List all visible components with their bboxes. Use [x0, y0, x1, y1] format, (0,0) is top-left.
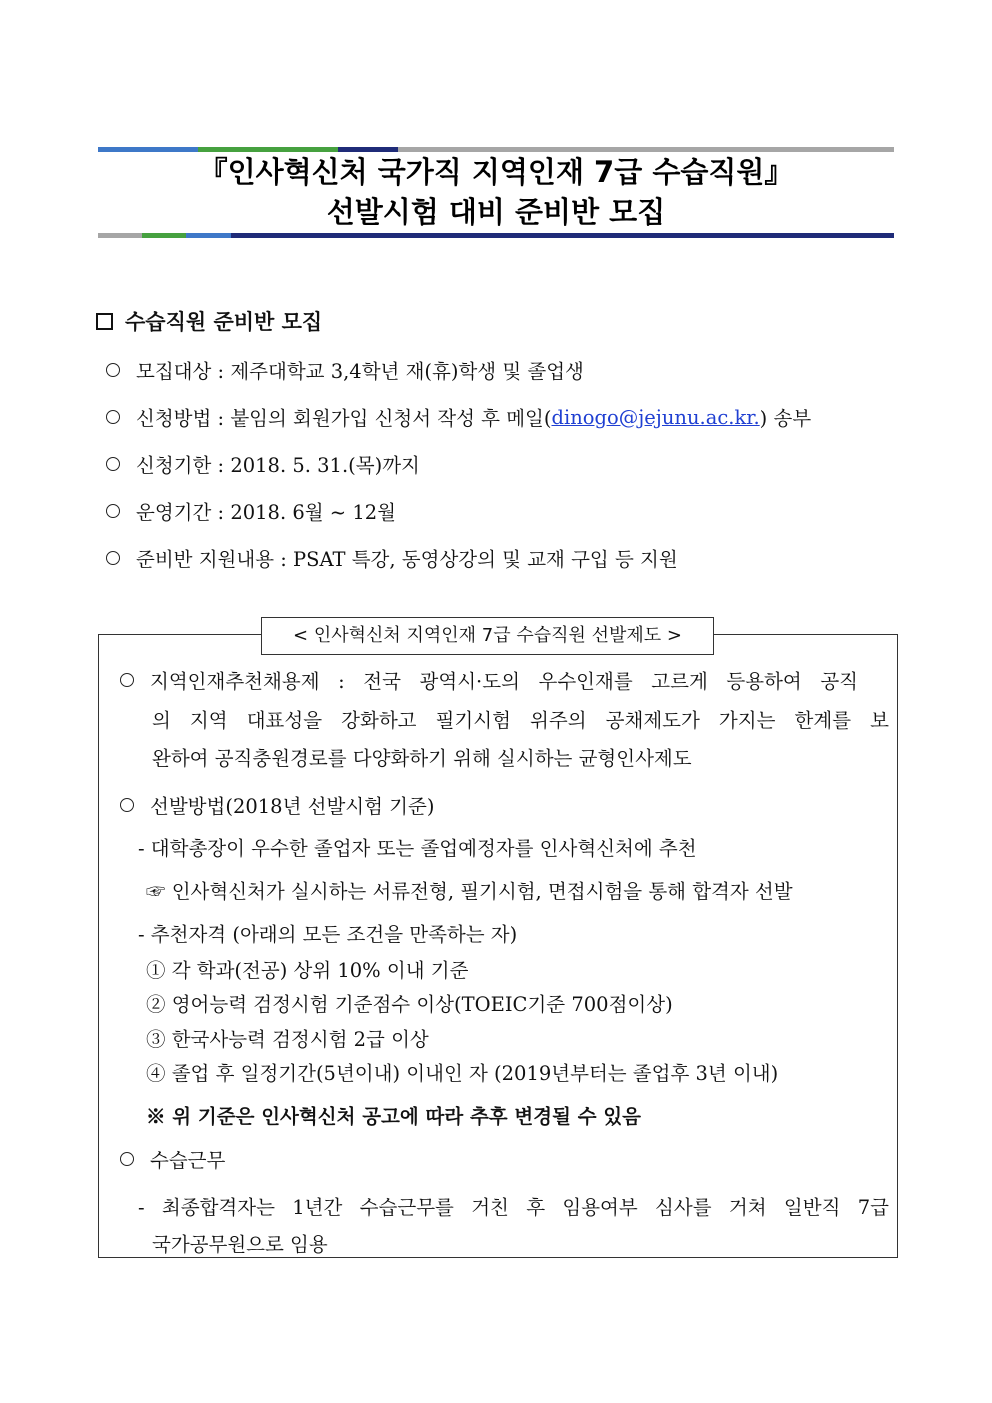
circle-bullet-icon — [106, 504, 120, 518]
box-p1-line2: 의 지역 대표성을 강화하고 필기시험 위주의 공채제도가 가지는 한계를 보 — [152, 709, 889, 732]
item-period-text: 운영기간 : 2018. 6월 ~ 12월 — [136, 501, 396, 524]
box-p1-line1: 지역인재추천채용제 : 전국 광역시·도의 우수인재를 고르게 등용하여 공직 — [150, 670, 858, 693]
circle-bullet-icon — [120, 673, 134, 687]
box-p2-dash1: - 대학총장이 우수한 졸업자 또는 졸업예정자를 인사혁신처에 추천 — [138, 837, 697, 860]
box-p3-head-text: 수습근무 — [150, 1149, 226, 1172]
list-item-support — [106, 544, 678, 572]
box-p3-line2: 국가공무원으로 임용 — [152, 1233, 328, 1256]
item-support-text: 준비반 지원내용 : PSAT 특강, 동영상강의 및 교재 구입 등 지원 — [136, 548, 678, 571]
page-title — [98, 152, 894, 232]
box-paragraph-2-head — [120, 791, 434, 819]
list-item-method — [106, 403, 811, 431]
condition-1: ① 각 학과(전공) 상위 10% 이내 기준 — [146, 959, 469, 982]
box-p3-line1: - 최종합격자는 1년간 수습근무를 거친 후 임용여부 심사를 거쳐 일반직 7급 — [138, 1196, 889, 1219]
box-p2-dash2: - 추천자격 (아래의 모든 조건을 만족하는 자) — [138, 923, 518, 946]
box-p1-line3: 완하여 공직충원경로를 다양화하기 위해 실시하는 균형인사제도 — [152, 747, 692, 770]
box-paragraph-3-head — [120, 1145, 225, 1173]
item-deadline-text: 신청기한 : 2018. 5. 31.(목)까지 — [136, 454, 420, 477]
circle-bullet-icon — [120, 1152, 134, 1166]
condition-3: ③ 한국사능력 검정시험 2급 이상 — [146, 1028, 429, 1051]
section-heading-text: 수습직원 준비반 모집 — [125, 309, 323, 334]
section-heading — [96, 306, 322, 336]
condition-2: ② 영어능력 검정시험 기준점수 이상(TOEIC기준 700점이상) — [146, 993, 673, 1016]
square-box-icon — [96, 313, 113, 330]
circle-bullet-icon — [106, 551, 120, 565]
box-p2-note: ☞ 인사혁신처가 실시하는 서류전형, 필기시험, 면접시험을 통해 합격자 선발 — [146, 880, 793, 903]
circle-bullet-icon — [120, 798, 134, 812]
circle-bullet-icon — [106, 410, 120, 424]
list-item-period — [106, 497, 396, 525]
change-notice: ※ 위 기준은 인사혁신처 공고에 따라 추후 변경될 수 있음 — [146, 1105, 642, 1128]
email-link[interactable]: dinogo@jejunu.ac.kr. — [551, 405, 760, 429]
title-line-1: 『인사혁신처 국가직 지역인재 7급 수습직원』 — [198, 155, 794, 189]
box-paragraph-1 — [120, 666, 858, 694]
list-item-deadline — [106, 450, 420, 478]
selection-system-box-title: < 인사혁신처 지역인재 7급 수습직원 선발제도 > — [261, 617, 714, 655]
item-method-suffix: ) 송부 — [759, 407, 812, 430]
title-bottom-rule — [98, 233, 894, 238]
condition-4: ④ 졸업 후 일정기간(5년이내) 이내인 자 (2019년부터는 졸업후 3년 이내) — [146, 1062, 779, 1085]
box-p2-head-text: 선발방법(2018년 선발시험 기준) — [150, 795, 435, 818]
item-method-prefix: 신청방법 : 붙임의 회원가입 신청서 작성 후 메일( — [136, 407, 552, 430]
item-target-text: 모집대상 : 제주대학교 3,4학년 재(휴)학생 및 졸업생 — [136, 360, 584, 383]
title-line-2: 선발시험 대비 준비반 모집 — [326, 195, 666, 229]
list-item-target — [106, 356, 584, 384]
circle-bullet-icon — [106, 363, 120, 377]
circle-bullet-icon — [106, 457, 120, 471]
